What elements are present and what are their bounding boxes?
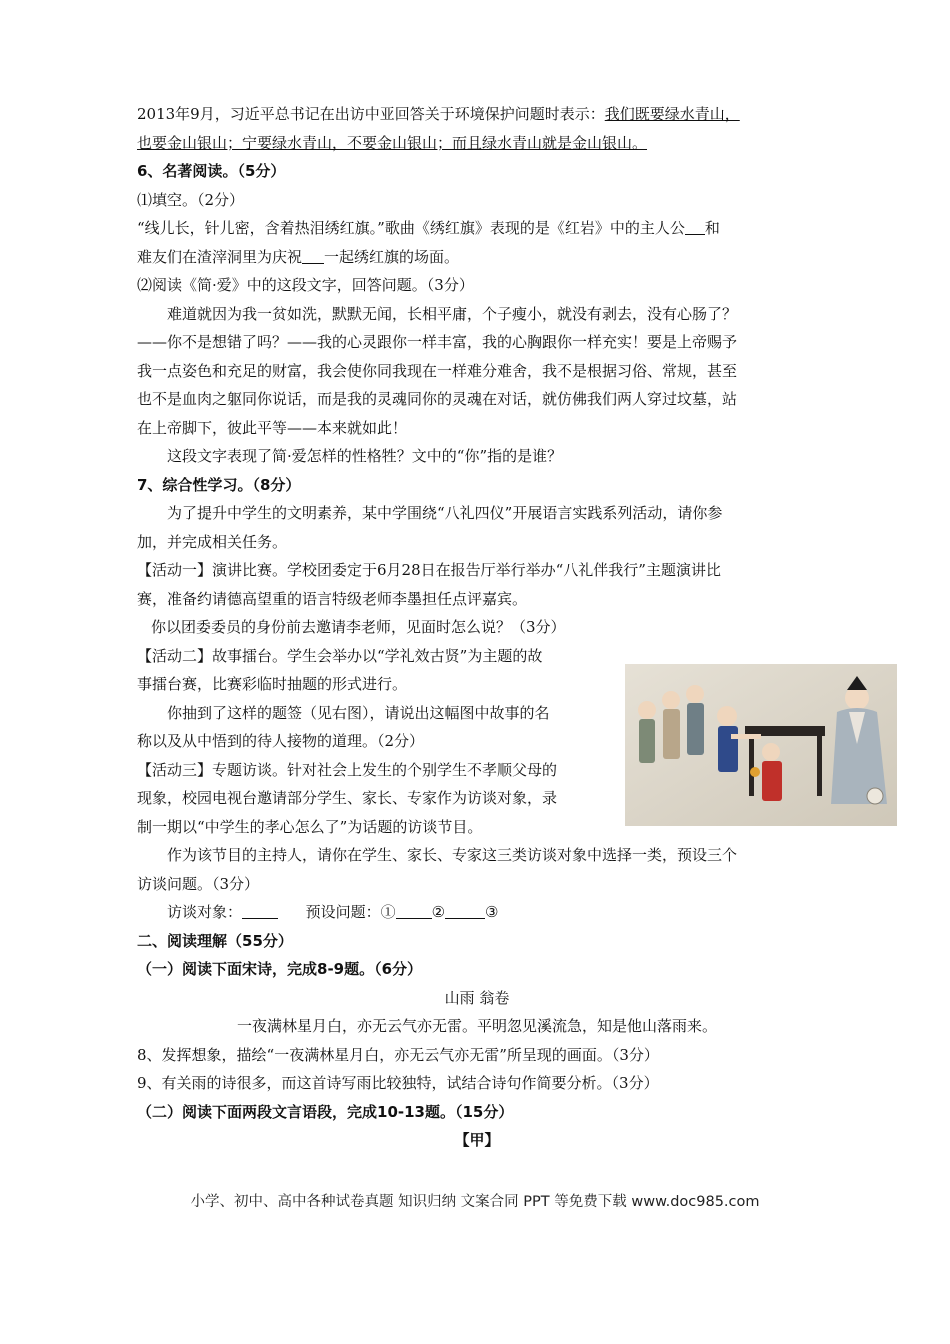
paragraph-line xyxy=(137,129,817,158)
subquestion-label: ⑵阅读《简·爱》中的这段文字，回答问题。（3分） xyxy=(137,276,474,294)
painting-illustration xyxy=(625,664,897,826)
activity-1-question: 你以团委委员的身份前去邀请李老师，见面时怎么说？（3分） xyxy=(151,618,566,636)
passage-line: ——你不是想错了吗？——我的心灵跟你一样丰富，我的心胸跟你一样充实！要是上帝赐予 xyxy=(137,333,738,351)
passage-line: 在上帝脚下，彼此平等——本来就如此！ xyxy=(137,418,408,437)
part-1-title: （一）阅读下面宋诗，完成8-9题。（6分） xyxy=(137,960,423,978)
question-2-blank[interactable] xyxy=(445,900,485,919)
question-6-title: 6、名著阅读。（5分） xyxy=(137,162,286,180)
underlined-quote: 我们既要绿水青山， xyxy=(604,105,740,123)
subquestion-label: ⑴填空。（2分） xyxy=(137,190,245,209)
passage-line: 难道就因为我一贫如洗，默默无闻，长相平庸，个子瘦小，就没有剥去，没有心肠了？ xyxy=(167,304,738,323)
activity-3-question: 访谈问题。（3分） xyxy=(137,874,260,893)
poem-title: 山雨 翁卷 xyxy=(444,988,510,1007)
activity-1-line: 赛，准备约请德高望重的语言特级老师李墨担任点评嘉宾。 xyxy=(137,589,528,608)
passage-jia-heading: 【甲】 xyxy=(454,1131,500,1149)
answer-blank[interactable] xyxy=(302,245,324,264)
activity-3-line: 制一期以“中学生的孝心怎么了”为话题的访谈节目。 xyxy=(137,817,483,836)
question-9: 9、有关雨的诗很多，而这首诗写雨比较独特，试结合诗句作简要分析。（3分） xyxy=(137,1074,659,1092)
activity-3-question: 作为该节目的主持人，请你在学生、家长、专家这三类访谈对象中选择一类，预设三个 xyxy=(167,846,738,864)
part-2-title: （二）阅读下面两段文言语段，完成10-13题。（15分） xyxy=(137,1102,514,1121)
document-body xyxy=(137,100,817,1155)
fill-blank-line: 难友们在渣滓洞里为庆祝 一起绣红旗的场面。 xyxy=(137,243,817,272)
activity-2-line: 【活动二】故事擂台。学生会举办以“学礼效古贤”为主题的故 xyxy=(137,646,543,665)
paragraph-line: 加，并完成相关任务。 xyxy=(137,532,288,551)
activity-2-question: 你抽到了这样的题签（见右图），请说出这幅图中故事的名 xyxy=(167,703,550,722)
activity-2-line: 事擂台赛，比赛彩临时抽题的形式进行。 xyxy=(137,675,408,693)
passage-line: 也不是血肉之躯同你说话，而是我的灵魂同你的灵魂在对话，就仿佛我们两人穿过坟墓，站 xyxy=(137,390,738,408)
question-text: 这段文字表现了简·爱怎样的性格牲？文中的“你”指的是谁？ xyxy=(167,447,563,465)
interview-answer-line: 访谈对象： 预设问题：① ② ③ xyxy=(137,898,817,927)
passage-line: 我一点姿色和充足的财富，我会使你同我现在一样难分难舍，我不是根据习俗、常规，甚至 xyxy=(137,361,738,380)
interview-target-blank[interactable] xyxy=(242,900,278,919)
footer-text: 小学、初中、高中各种试卷真题 知识归纳 文案合同 PPT 等免费下载 www.doc985.com xyxy=(190,1194,760,1210)
section-2-title: 二、阅读理解（55分） xyxy=(137,931,293,950)
poem-text: 一夜满林星月白，亦无云气亦无雷。平明忽见溪流急，知是他山落雨来。 xyxy=(236,1017,717,1035)
activity-1-line: 【活动一】演讲比赛。学校团委定于6月28日在报告厅举行举办“八礼伴我行”主题演讲比 xyxy=(137,561,721,579)
activity-2-question: 称以及从中悟到的待人接物的道理。（2分） xyxy=(137,732,425,750)
fill-blank-line: “线儿长，针儿密，含着热泪绣红旗。”歌曲《绣红旗》表现的是《红岩》中的主人公 和 xyxy=(137,214,817,243)
answer-blank[interactable] xyxy=(685,216,705,235)
activity-3-line: 现象，校园电视台邀请部分学生、家长、专家作为访谈对象，录 xyxy=(137,789,558,807)
story-painting-image xyxy=(625,664,897,826)
paragraph-line: 为了提升中学生的文明素养，某中学围绕“八礼四仪”开展语言实践系列活动，请你参 xyxy=(167,504,723,522)
question-1-blank[interactable] xyxy=(396,900,432,919)
paragraph-line: 2013年9月，习近平总书记在出访中亚回答关于环境保护问题时表示：我们既要绿水青山， xyxy=(137,105,740,123)
underlined-quote: 也要金山银山；宁要绿水青山，不要金山银山；而且绿水青山就是金山银山。 xyxy=(137,133,648,152)
question-7-title: 7、综合性学习。（8分） xyxy=(137,475,301,494)
question-8: 8、发挥想象，描绘“一夜满林星月白，亦无云气亦无雷”所呈现的画面。（3分） xyxy=(137,1045,659,1064)
activity-3-line: 【活动三】专题访谈。针对社会上发生的个别学生不孝顺父母的 xyxy=(137,760,558,779)
